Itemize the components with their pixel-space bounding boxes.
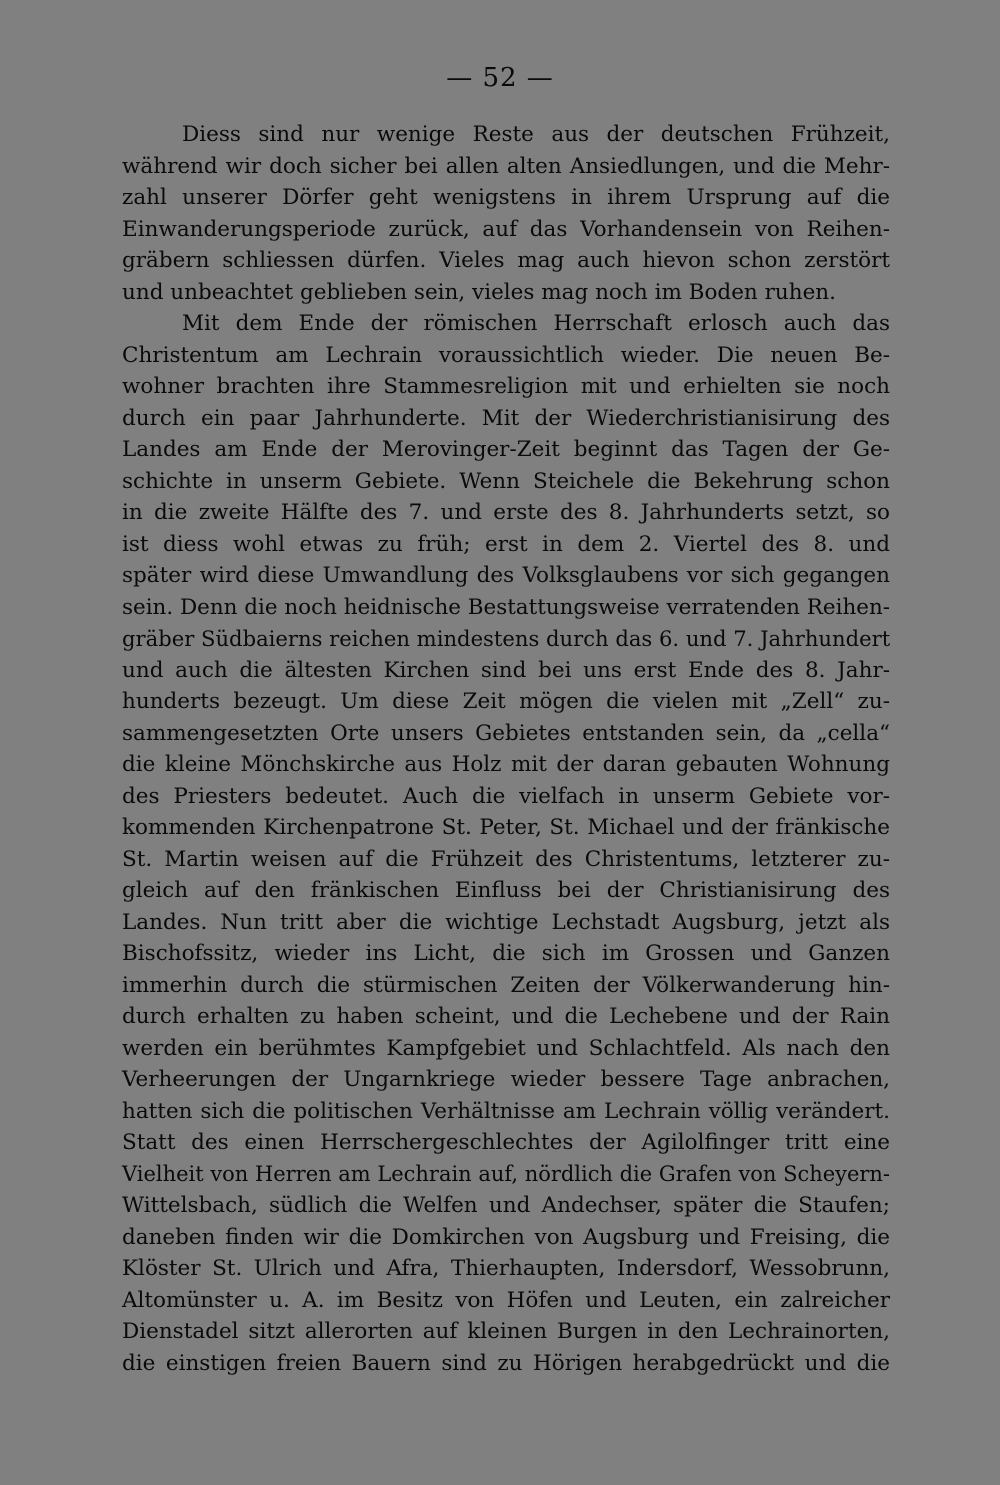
text-line: später wird diese Umwandlung des Volksglaubens vor sich gegangen [122, 563, 890, 588]
text-line: Landes am Ende der Merovinger-Zeit beginnt das Tagen der Ge- [122, 437, 890, 462]
text-line: des Priesters bedeutet. Auch die vielfach in unserm Gebiete vor- [122, 783, 890, 809]
text-line: daneben finden wir die Domkirchen von Augsburg und Freising, die [122, 1224, 890, 1250]
text-line: durch erhalten zu haben scheint, und die Lechebene und der Rain [122, 1004, 890, 1029]
text-line: Christentum am Lechrain voraussichtlich wieder. Die neuen Be- [122, 342, 890, 368]
text-line: ist diess wohl etwas zu früh; erst in dem 2. Viertel des 8. und [122, 531, 890, 557]
text-line: und auch die ältesten Kirchen sind bei uns erst Ende des 8. Jahr- [122, 657, 890, 683]
text-line: Wittelsbach, südlich die Welfen und Andechser, später die Staufen; [122, 1193, 890, 1218]
text-line: Mit dem Ende der römischen Herrschaft erlosch auch das [182, 311, 890, 336]
text-line: hunderts bezeugt. Um diese Zeit mögen die vielen mit „Zell“ zu- [122, 689, 890, 714]
text-line: Diess sind nur wenige Reste aus der deutschen Frühzeit, [182, 122, 890, 147]
text-line: hatten sich die politischen Verhältnisse am Lechrain völlig verändert. [122, 1098, 890, 1124]
text-line: Dienstadel sitzt allerorten auf kleinen Burgen in den Lechrainorten, [122, 1319, 890, 1344]
text-line: Einwanderungsperiode zurück, auf das Vorhandensein von Reihen- [122, 216, 890, 242]
text-line: Vielheit von Herren am Lechrain auf, nördlich die Grafen von Scheyern- [122, 1161, 890, 1186]
text-line: die einstigen freien Bauern sind zu Hörigen herabgedrückt und die [122, 1350, 890, 1376]
text-line: wohner brachten ihre Stammesreligion mit und erhielten sie noch [122, 374, 890, 399]
text-line: sammengesetzten Orte unsers Gebietes entstanden sein, da „cella“ [122, 720, 890, 746]
text-line: und unbeachtet geblieben sein, vieles mag noch im Boden ruhen. [122, 279, 836, 305]
body-text [122, 119, 890, 1379]
text-line: werden ein berühmtes Kampfgebiet und Schlachtfeld. Als nach den [122, 1035, 890, 1061]
page-number: — 52 — [446, 63, 554, 93]
text-line: Altomünster u. A. im Besitz von Höfen und Leuten, ein zalreicher [122, 1287, 890, 1313]
text-line: immerhin durch die stürmischen Zeiten der Völkerwanderung hin- [122, 972, 890, 998]
text-line: Landes. Nun tritt aber die wichtige Lechstadt Augsburg, jetzt als [122, 909, 890, 935]
text-line: Statt des einen Herrschergeschlechtes der Agilolfinger tritt eine [122, 1130, 890, 1155]
text-line: sein. Denn die noch heidnische Bestattungsweise verratenden Reihen- [122, 594, 890, 620]
text-line: die kleine Mönchskirche aus Holz mit der daran gebauten Wohnung [122, 752, 890, 777]
text-line: Bischofssitz, wieder ins Licht, die sich im Grossen und Ganzen [122, 941, 890, 966]
text-line: kommenden Kirchenpatrone St. Peter, St. Michael und der fränkische [122, 815, 890, 840]
text-line: in die zweite Hälfte des 7. und erste des 8. Jahrhunderts setzt, so [122, 500, 890, 525]
text-line: gräbern schliessen dürfen. Vieles mag auch hievon schon zerstört [122, 248, 890, 273]
text-line: St. Martin weisen auf die Frühzeit des Christentums, letzterer zu- [122, 846, 890, 872]
text-line: während wir doch sicher bei allen alten Ansiedlungen, und die Mehr- [122, 153, 890, 179]
text-line: durch ein paar Jahrhunderte. Mit der Wiederchristianisirung des [122, 405, 890, 431]
text-line: schichte in unserm Gebiete. Wenn Steichele die Bekehrung schon [122, 468, 890, 494]
text-line: zahl unserer Dörfer geht wenigstens in ihrem Ursprung auf die [122, 185, 890, 210]
text-line: gräber Südbaierns reichen mindestens durch das 6. und 7. Jahrhundert [122, 626, 891, 651]
text-line: Klöster St. Ulrich und Afra, Thierhaupten, Indersdorf, Wessobrunn, [122, 1256, 890, 1281]
text-line: gleich auf den fränkischen Einfluss bei der Christianisirung des [122, 878, 890, 903]
text-line: Verheerungen der Ungarnkriege wieder bessere Tage anbrachen, [122, 1067, 890, 1092]
